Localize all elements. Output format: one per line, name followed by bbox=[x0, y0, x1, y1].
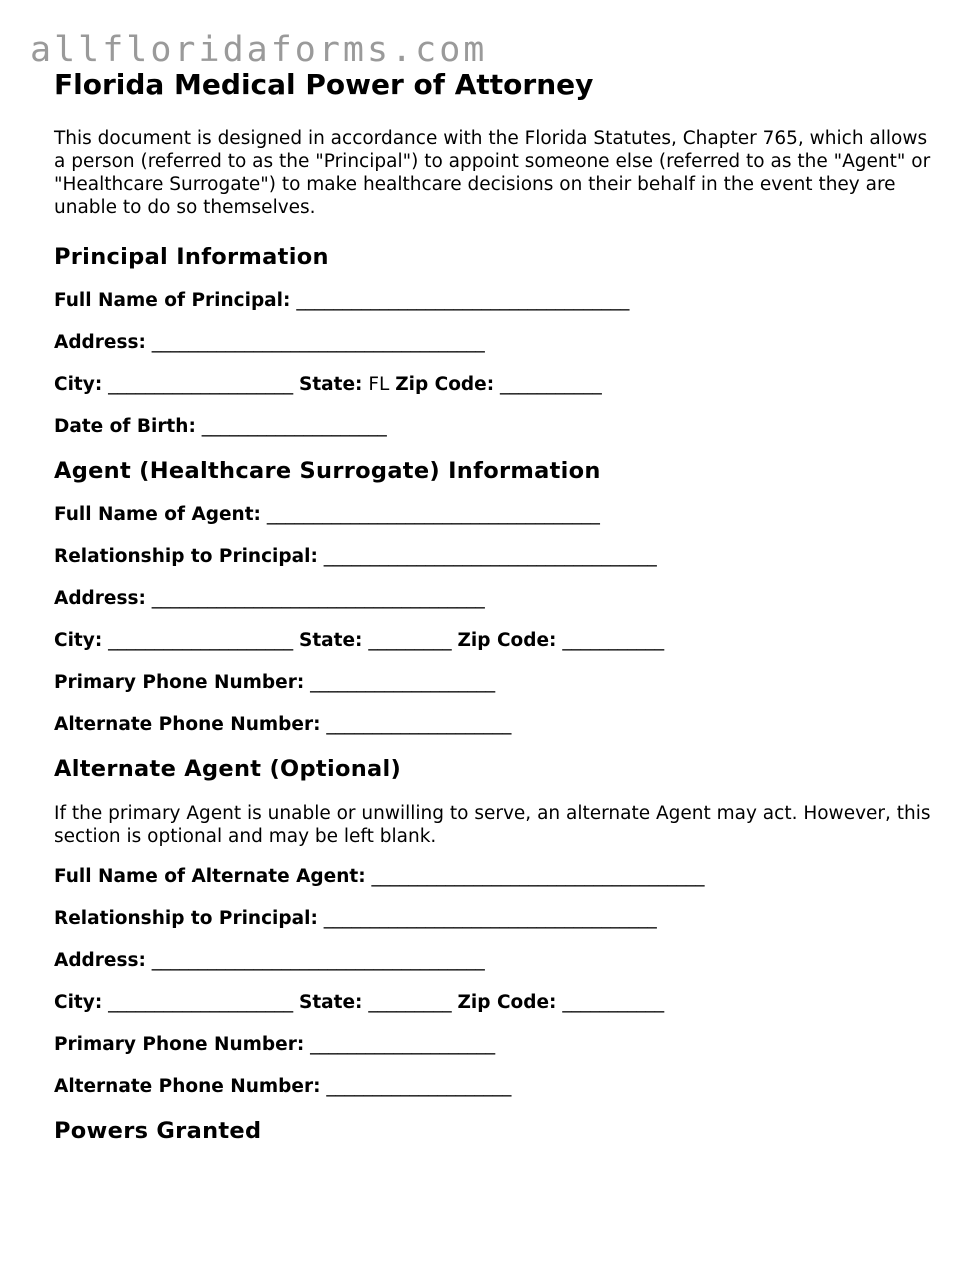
alternate-agent-relationship-blank[interactable]: ____________________________________ bbox=[323, 908, 657, 929]
alternate-agent-primary-phone-field bbox=[54, 1032, 934, 1058]
alternate-agent-full-name-blank[interactable]: ____________________________________ bbox=[371, 866, 705, 887]
alternate-agent-address-blank[interactable]: ____________________________________ bbox=[151, 950, 485, 971]
alternate-agent-full-name-label: Full Name of Alternate Agent: bbox=[54, 866, 366, 887]
alternate-agent-state-label: State: bbox=[299, 992, 363, 1013]
agent-alternate-phone-label: Alternate Phone Number: bbox=[54, 714, 321, 735]
alternate-agent-full-name-field bbox=[54, 864, 934, 890]
agent-full-name-label: Full Name of Agent: bbox=[54, 504, 261, 525]
principal-dob-label: Date of Birth: bbox=[54, 416, 196, 437]
agent-zip-label: Zip Code: bbox=[457, 630, 557, 651]
agent-state-blank[interactable]: _________ bbox=[368, 630, 452, 651]
alternate-agent-primary-phone-label: Primary Phone Number: bbox=[54, 1034, 305, 1055]
alternate-agent-alternate-phone-blank[interactable]: ____________________ bbox=[326, 1076, 512, 1097]
principal-address-label: Address: bbox=[54, 332, 146, 353]
principal-full-name-field bbox=[54, 288, 934, 314]
alternate-agent-state-blank[interactable]: _________ bbox=[368, 992, 452, 1013]
agent-full-name-blank[interactable]: ____________________________________ bbox=[266, 504, 600, 525]
powers-heading: Powers Granted bbox=[54, 1118, 262, 1144]
principal-address-field bbox=[54, 330, 934, 356]
principal-full-name-blank[interactable]: ____________________________________ bbox=[296, 290, 630, 311]
principal-zip-label: Zip Code: bbox=[395, 374, 495, 395]
document-body bbox=[54, 66, 934, 1146]
agent-heading: Agent (Healthcare Surrogate) Information bbox=[54, 458, 601, 484]
principal-state-label: State: bbox=[299, 374, 363, 395]
alternate-agent-alternate-phone-field bbox=[54, 1074, 934, 1100]
agent-address-field bbox=[54, 586, 934, 612]
alternate-agent-zip-blank[interactable]: ___________ bbox=[562, 992, 665, 1013]
alternate-agent-address-label: Address: bbox=[54, 950, 146, 971]
intro-paragraph: This document is designed in accordance with the Florida Statutes, Chapter 765, which allows a person (referred to as the "Principal") to appoint someone else (referred to as the "Agent" or "Healthcare Surrogate") to make healthcare decisions on their behalf in the event they are unable to do so themselves. bbox=[54, 128, 931, 218]
alternate-agent-relationship-label: Relationship to Principal: bbox=[54, 908, 318, 929]
alternate-agent-alternate-phone-label: Alternate Phone Number: bbox=[54, 1076, 321, 1097]
principal-state-value: FL bbox=[368, 374, 390, 395]
agent-alternate-phone-field bbox=[54, 712, 934, 738]
alternate-agent-description: If the primary Agent is unable or unwilling to serve, an alternate Agent may act. However, this section is optional and may be left blank. bbox=[54, 803, 931, 847]
agent-alternate-phone-blank[interactable]: ____________________ bbox=[326, 714, 512, 735]
principal-heading: Principal Information bbox=[54, 244, 329, 270]
principal-dob-blank[interactable]: ____________________ bbox=[201, 416, 387, 437]
alternate-agent-zip-label: Zip Code: bbox=[457, 992, 557, 1013]
alternate-agent-city-state-zip-field bbox=[54, 990, 934, 1016]
principal-city-state-zip-field bbox=[54, 372, 934, 398]
alternate-agent-primary-phone-blank[interactable]: ____________________ bbox=[310, 1034, 496, 1055]
agent-relationship-field bbox=[54, 544, 934, 570]
agent-zip-blank[interactable]: ___________ bbox=[562, 630, 665, 651]
agent-city-state-zip-field bbox=[54, 628, 934, 654]
agent-relationship-label: Relationship to Principal: bbox=[54, 546, 318, 567]
agent-address-label: Address: bbox=[54, 588, 146, 609]
principal-zip-blank[interactable]: ___________ bbox=[500, 374, 602, 395]
alternate-agent-city-label: City: bbox=[54, 992, 103, 1013]
principal-city-label: City: bbox=[54, 374, 103, 395]
agent-primary-phone-label: Primary Phone Number: bbox=[54, 672, 305, 693]
principal-address-blank[interactable]: ____________________________________ bbox=[151, 332, 485, 353]
document-title: Florida Medical Power of Attorney bbox=[54, 68, 594, 101]
principal-dob-field bbox=[54, 414, 934, 440]
agent-full-name-field bbox=[54, 502, 934, 528]
watermark: allfloridaforms.com bbox=[30, 30, 488, 70]
agent-city-blank[interactable]: ____________________ bbox=[108, 630, 294, 651]
agent-primary-phone-field bbox=[54, 670, 934, 696]
agent-primary-phone-blank[interactable]: ____________________ bbox=[310, 672, 496, 693]
agent-state-label: State: bbox=[299, 630, 363, 651]
agent-address-blank[interactable]: ____________________________________ bbox=[151, 588, 485, 609]
alternate-agent-heading: Alternate Agent (Optional) bbox=[54, 756, 402, 782]
agent-city-label: City: bbox=[54, 630, 103, 651]
principal-city-blank[interactable]: ____________________ bbox=[108, 374, 294, 395]
agent-relationship-blank[interactable]: ____________________________________ bbox=[323, 546, 657, 567]
alternate-agent-address-field bbox=[54, 948, 934, 974]
alternate-agent-city-blank[interactable]: ____________________ bbox=[108, 992, 294, 1013]
principal-full-name-label: Full Name of Principal: bbox=[54, 290, 291, 311]
alternate-agent-relationship-field bbox=[54, 906, 934, 932]
